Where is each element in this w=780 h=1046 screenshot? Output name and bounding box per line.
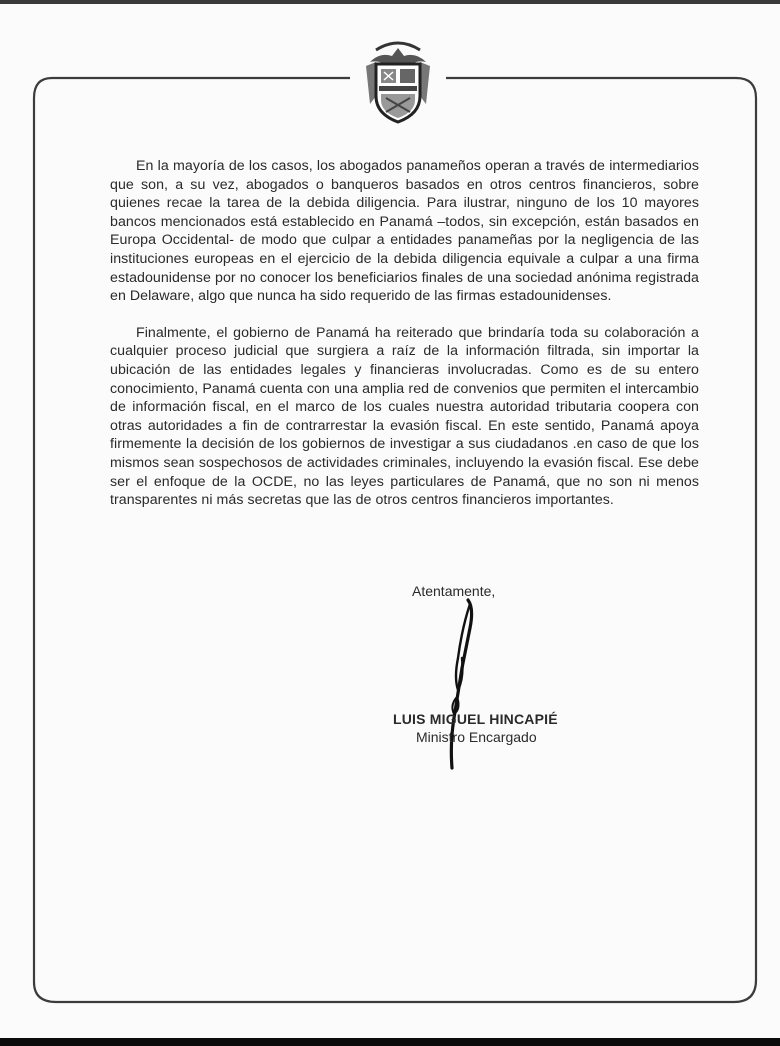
paragraph-1: En la mayoría de los casos, los abogados panameños operan a través de intermediarios que son, a su vez, abogados o banqueros basados en otros centros financieros, sobre quienes recae la tarea de la debida diligencia. Para ilustrar, ninguno de los 10 mayores bancos mencionados está establecido en Panamá –todos, sin excepción, están basados en Europa Occidental- de modo que culpar a entidades panameñas por la negligencia de las instituciones europeas en el ejercicio de la debida diligencia equivale a culpar a una firma estadounidense por no conocer los beneficiarios finales de una sociedad anónima registrada en Delaware, algo que nunca ha sido requerido de las firmas estadounidenses.: [110, 158, 699, 305]
paragraph-2: Finalmente, el gobierno de Panamá ha reiterado que brindaría toda su colaboración a cualquier proceso judicial que surgiera a raíz de la información filtrada, sin importar la ubicación de las entidades legales y financieras involucradas. Como es de su entero conocimiento, Panamá cuenta con una amplia red de convenios que permiten el intercambio de información fiscal, en el marco de los cuales nuestra autoridad tributaria coopera con otras autoridades a fin de contrarrestar la evasión fiscal. En este sentido, Panamá apoya firmemente la decisión de los gobiernos de investigar a sus ciudadanos .en caso de que los mismos sean sospechosos de actividades criminales, incluyendo la evasión fiscal. Ese debe ser el enfoque de la OCDE, no las leyes particulares de Panamá, que no son ni menos transparentes ni más secretas que las de otros centros financieros importantes.: [110, 324, 699, 509]
signatory-title: Ministro Encargado: [416, 729, 537, 745]
signatory-name: LUIS MIGUEL HINCAPIÉ: [393, 711, 558, 727]
coat-of-arms-icon: [362, 34, 434, 124]
letter-body: [110, 157, 699, 510]
scan-bottom-edge: [0, 1038, 780, 1046]
closing-salutation: Atentamente,: [412, 583, 496, 599]
